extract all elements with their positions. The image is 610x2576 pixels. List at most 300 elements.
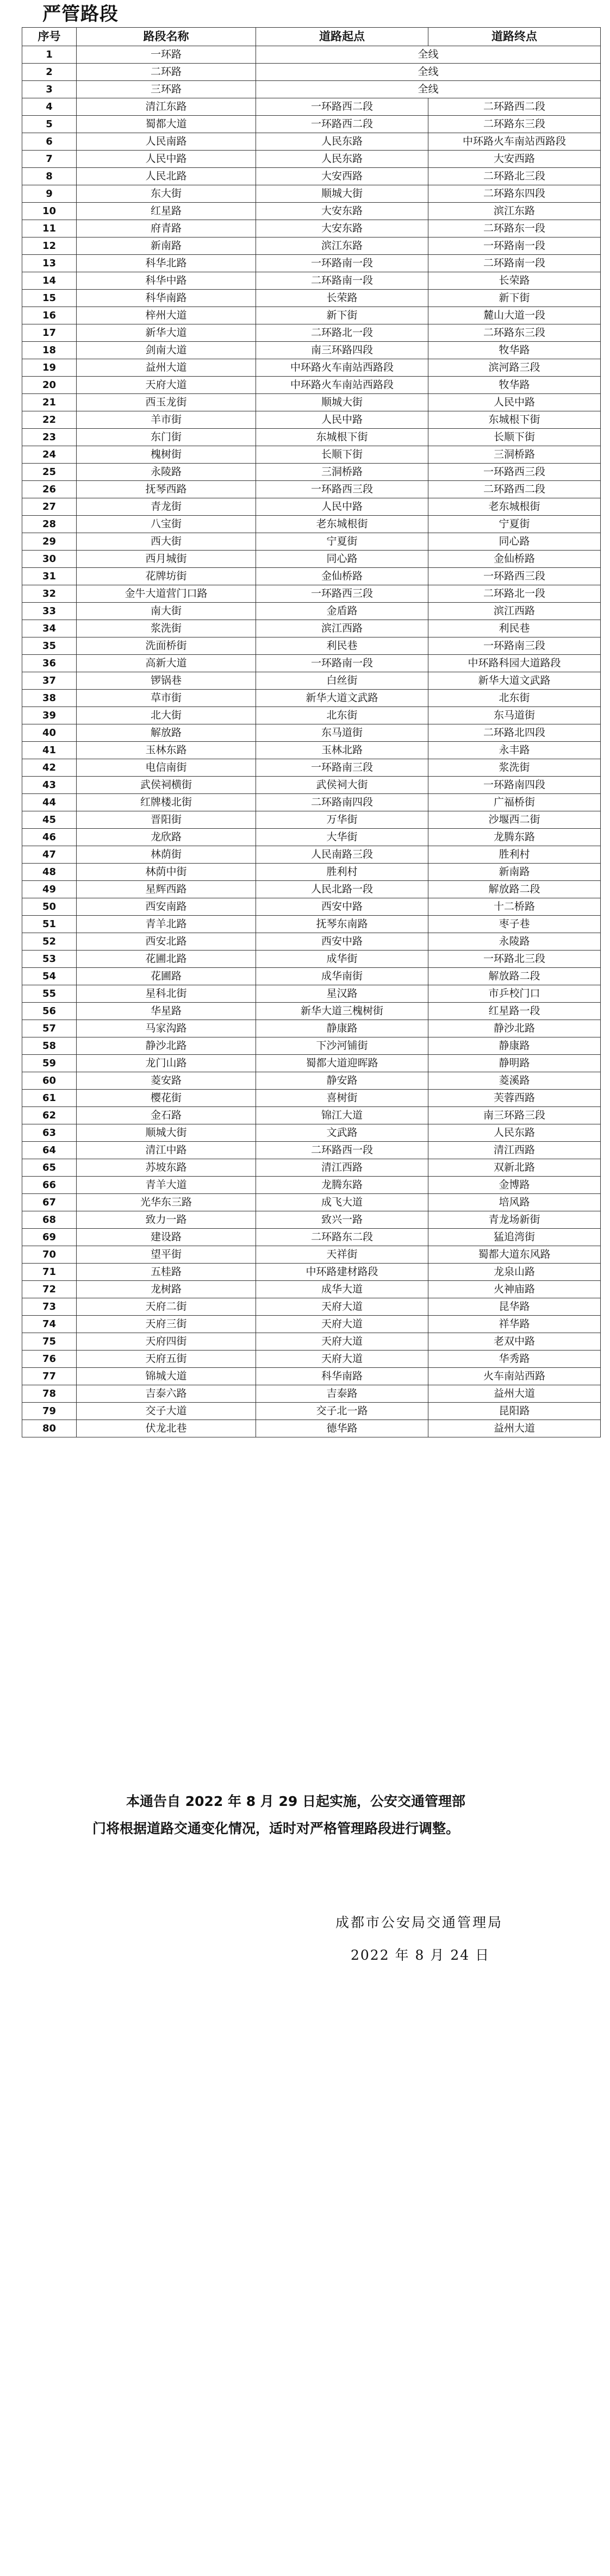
- table-row: [22, 220, 601, 237]
- restricted-roads-table-container: [22, 27, 600, 1437]
- cell-road-name: 人民北路: [77, 168, 256, 185]
- cell-road-name: 清江中路: [77, 1142, 256, 1159]
- cell-road-name: 东门街: [77, 429, 256, 446]
- cell-seq: 51: [22, 916, 77, 933]
- cell-end-point: 北东街: [428, 690, 601, 707]
- cell-end-point: 二环路北一段: [428, 585, 601, 603]
- table-row: [22, 637, 601, 655]
- cell-start-point: 一环路南一段: [256, 255, 428, 272]
- cell-seq: 57: [22, 1020, 77, 1037]
- cell-end-point: 一环路南一段: [428, 237, 601, 255]
- cell-end-point: 二环路西二段: [428, 481, 601, 498]
- cell-end-point: 大安西路: [428, 151, 601, 168]
- cell-road-name: 玉林东路: [77, 742, 256, 759]
- cell-start-point: 天祥街: [256, 1246, 428, 1264]
- cell-start-point: 成华大道: [256, 1281, 428, 1298]
- cell-end-point: 一环路北三段: [428, 951, 601, 968]
- cell-seq: 55: [22, 985, 77, 1003]
- header-seq: 序号: [22, 28, 77, 46]
- cell-seq: 33: [22, 603, 77, 620]
- cell-end-point: 长荣路: [428, 272, 601, 290]
- cell-seq: 61: [22, 1090, 77, 1107]
- cell-road-name: 樱花街: [77, 1090, 256, 1107]
- cell-road-name: 西安南路: [77, 898, 256, 916]
- cell-start-point: 西安中路: [256, 933, 428, 951]
- cell-start-point: 一环路西三段: [256, 585, 428, 603]
- cell-seq: 80: [22, 1420, 77, 1437]
- cell-start-point: 新华大道三槐树街: [256, 1003, 428, 1020]
- cell-seq: 64: [22, 1142, 77, 1159]
- table-row: [22, 951, 601, 968]
- table-row: [22, 1281, 601, 1298]
- table-row: [22, 255, 601, 272]
- cell-start-point: 科华南路: [256, 1368, 428, 1385]
- cell-end-point: 解放路二段: [428, 881, 601, 898]
- cell-road-name: 青龙街: [77, 498, 256, 516]
- cell-end-point: 青龙场新街: [428, 1211, 601, 1229]
- cell-start-point: 大安西路: [256, 168, 428, 185]
- table-row: [22, 568, 601, 585]
- cell-end-point: 十二桥路: [428, 898, 601, 916]
- cell-end-point: 二环路东四段: [428, 185, 601, 203]
- cell-road-name: 锣锅巷: [77, 672, 256, 690]
- table-row: [22, 1124, 601, 1142]
- table-row: [22, 1194, 601, 1211]
- cell-seq: 49: [22, 881, 77, 898]
- cell-start-point: 锦江大道: [256, 1107, 428, 1124]
- cell-start-point: 西安中路: [256, 898, 428, 916]
- cell-start-point: 新华大道文武路: [256, 690, 428, 707]
- cell-road-name: 金石路: [77, 1107, 256, 1124]
- cell-start-point: 新下街: [256, 307, 428, 324]
- cell-start-point: 南三环路四段: [256, 342, 428, 359]
- cell-start-point: 长荣路: [256, 290, 428, 307]
- table-row: [22, 464, 601, 481]
- cell-seq: 38: [22, 690, 77, 707]
- table-row: [22, 342, 601, 359]
- cell-end-point: 二环路北三段: [428, 168, 601, 185]
- table-row: [22, 672, 601, 690]
- cell-road-name: 天府五街: [77, 1350, 256, 1368]
- cell-end-point: 东城根下街: [428, 411, 601, 429]
- cell-full-line: 全线: [256, 64, 601, 81]
- table-row: [22, 1177, 601, 1194]
- cell-seq: 16: [22, 307, 77, 324]
- table-row: [22, 1385, 601, 1403]
- cell-seq: 77: [22, 1368, 77, 1385]
- cell-start-point: 吉泰路: [256, 1385, 428, 1403]
- cell-end-point: 广福桥街: [428, 794, 601, 811]
- cell-end-point: 解放路二段: [428, 968, 601, 985]
- cell-road-name: 建设路: [77, 1229, 256, 1246]
- cell-road-name: 剑南大道: [77, 342, 256, 359]
- cell-road-name: 苏坡东路: [77, 1159, 256, 1177]
- cell-road-name: 人民中路: [77, 151, 256, 168]
- cell-start-point: 顺城大街: [256, 394, 428, 411]
- cell-road-name: 解放路: [77, 724, 256, 742]
- cell-road-name: 洗面桥街: [77, 637, 256, 655]
- table-row: [22, 655, 601, 672]
- cell-road-name: 望平街: [77, 1246, 256, 1264]
- cell-end-point: 永丰路: [428, 742, 601, 759]
- cell-end-point: 蜀都大道东风路: [428, 1246, 601, 1264]
- cell-start-point: 天府大道: [256, 1316, 428, 1333]
- cell-full-line: 全线: [256, 46, 601, 64]
- cell-road-name: 二环路: [77, 64, 256, 81]
- cell-end-point: 一环路南三段: [428, 637, 601, 655]
- cell-road-name: 龙门山路: [77, 1055, 256, 1072]
- cell-start-point: 北东街: [256, 707, 428, 724]
- cell-end-point: 中环路火车南站西路段: [428, 133, 601, 151]
- cell-road-name: 光华东三路: [77, 1194, 256, 1211]
- cell-seq: 47: [22, 846, 77, 864]
- cell-start-point: 中环路建材路段: [256, 1264, 428, 1281]
- table-row: [22, 1055, 601, 1072]
- cell-seq: 56: [22, 1003, 77, 1020]
- table-row: [22, 290, 601, 307]
- cell-start-point: 一环路南一段: [256, 655, 428, 672]
- cell-seq: 14: [22, 272, 77, 290]
- cell-start-point: 宁夏街: [256, 533, 428, 551]
- table-row: [22, 516, 601, 533]
- cell-end-point: 静明路: [428, 1055, 601, 1072]
- cell-start-point: 成华南街: [256, 968, 428, 985]
- table-row: [22, 1003, 601, 1020]
- cell-start-point: 滨江东路: [256, 237, 428, 255]
- table-row: [22, 1298, 601, 1316]
- document-title: 严管路段: [42, 3, 119, 25]
- cell-start-point: 天府大道: [256, 1333, 428, 1350]
- cell-start-point: 中环路火车南站西路段: [256, 359, 428, 377]
- cell-end-point: 培风路: [428, 1194, 601, 1211]
- table-row: [22, 968, 601, 985]
- cell-road-name: 吉泰六路: [77, 1385, 256, 1403]
- cell-seq: 35: [22, 637, 77, 655]
- table-row: [22, 429, 601, 446]
- cell-seq: 71: [22, 1264, 77, 1281]
- cell-road-name: 西大街: [77, 533, 256, 551]
- cell-start-point: 利民巷: [256, 637, 428, 655]
- cell-road-name: 林荫中街: [77, 864, 256, 881]
- cell-end-point: 火车南站西路: [428, 1368, 601, 1385]
- table-row: [22, 64, 601, 81]
- cell-seq: 41: [22, 742, 77, 759]
- cell-end-point: 清江西路: [428, 1142, 601, 1159]
- table-row: [22, 394, 601, 411]
- table-row: [22, 916, 601, 933]
- cell-end-point: 滨江东路: [428, 203, 601, 220]
- cell-end-point: 新南路: [428, 864, 601, 881]
- table-row: [22, 1229, 601, 1246]
- header-end-point: 道路终点: [428, 28, 601, 46]
- cell-road-name: 交子大道: [77, 1403, 256, 1420]
- cell-road-name: 星辉西路: [77, 881, 256, 898]
- cell-start-point: 下沙河铺街: [256, 1037, 428, 1055]
- table-row: [22, 1072, 601, 1090]
- cell-seq: 69: [22, 1229, 77, 1246]
- cell-end-point: 滨河路三段: [428, 359, 601, 377]
- cell-road-name: 西安北路: [77, 933, 256, 951]
- cell-start-point: 万华街: [256, 811, 428, 829]
- cell-road-name: 梓州大道: [77, 307, 256, 324]
- cell-end-point: 同心路: [428, 533, 601, 551]
- table-row: [22, 237, 601, 255]
- cell-road-name: 抚琴西路: [77, 481, 256, 498]
- cell-road-name: 星科北街: [77, 985, 256, 1003]
- cell-road-name: 天府二街: [77, 1298, 256, 1316]
- cell-seq: 72: [22, 1281, 77, 1298]
- table-row: [22, 603, 601, 620]
- cell-end-point: 枣子巷: [428, 916, 601, 933]
- cell-end-point: 南三环路三段: [428, 1107, 601, 1124]
- cell-road-name: 科华南路: [77, 290, 256, 307]
- table-row: [22, 759, 601, 777]
- table-row: [22, 551, 601, 568]
- cell-seq: 58: [22, 1037, 77, 1055]
- cell-end-point: 牧华路: [428, 342, 601, 359]
- cell-seq: 30: [22, 551, 77, 568]
- cell-seq: 62: [22, 1107, 77, 1124]
- cell-seq: 15: [22, 290, 77, 307]
- cell-seq: 66: [22, 1177, 77, 1194]
- cell-seq: 1: [22, 46, 77, 64]
- cell-seq: 78: [22, 1385, 77, 1403]
- cell-end-point: 祥华路: [428, 1316, 601, 1333]
- cell-road-name: 红星路: [77, 203, 256, 220]
- cell-seq: 76: [22, 1350, 77, 1368]
- cell-seq: 39: [22, 707, 77, 724]
- cell-start-point: 二环路南一段: [256, 272, 428, 290]
- cell-end-point: 老东城根街: [428, 498, 601, 516]
- cell-end-point: 二环路南一段: [428, 255, 601, 272]
- table-row: [22, 1350, 601, 1368]
- cell-road-name: 清江东路: [77, 98, 256, 116]
- cell-seq: 37: [22, 672, 77, 690]
- cell-seq: 46: [22, 829, 77, 846]
- table-row: [22, 690, 601, 707]
- cell-road-name: 菱安路: [77, 1072, 256, 1090]
- table-row: [22, 985, 601, 1003]
- notice-text: [92, 1788, 555, 1842]
- cell-seq: 27: [22, 498, 77, 516]
- cell-start-point: 金盾路: [256, 603, 428, 620]
- table-body: [22, 46, 601, 1437]
- cell-start-point: 蜀都大道迎晖路: [256, 1055, 428, 1072]
- cell-road-name: 致力一路: [77, 1211, 256, 1229]
- cell-end-point: 新华大道文武路: [428, 672, 601, 690]
- cell-seq: 50: [22, 898, 77, 916]
- cell-start-point: 龙腾东路: [256, 1177, 428, 1194]
- cell-seq: 10: [22, 203, 77, 220]
- cell-road-name: 龙欣路: [77, 829, 256, 846]
- cell-start-point: 中环路火车南站西路段: [256, 377, 428, 394]
- cell-start-point: 大华街: [256, 829, 428, 846]
- cell-end-point: 益州大道: [428, 1420, 601, 1437]
- cell-start-point: 顺城大街: [256, 185, 428, 203]
- table-row: [22, 81, 601, 98]
- table-row: [22, 133, 601, 151]
- cell-road-name: 西玉龙街: [77, 394, 256, 411]
- cell-seq: 42: [22, 759, 77, 777]
- cell-end-point: 金博路: [428, 1177, 601, 1194]
- cell-start-point: 静安路: [256, 1072, 428, 1090]
- table-row: [22, 168, 601, 185]
- cell-road-name: 林荫街: [77, 846, 256, 864]
- cell-end-point: 老双中路: [428, 1333, 601, 1350]
- table-row: [22, 1090, 601, 1107]
- cell-seq: 43: [22, 777, 77, 794]
- cell-road-name: 花圃路: [77, 968, 256, 985]
- cell-road-name: 浆洗街: [77, 620, 256, 637]
- cell-end-point: 浆洗街: [428, 759, 601, 777]
- cell-seq: 53: [22, 951, 77, 968]
- cell-road-name: 新南路: [77, 237, 256, 255]
- cell-seq: 23: [22, 429, 77, 446]
- cell-seq: 19: [22, 359, 77, 377]
- cell-seq: 67: [22, 1194, 77, 1211]
- cell-start-point: 德华路: [256, 1420, 428, 1437]
- cell-end-point: 东马道街: [428, 707, 601, 724]
- table-row: [22, 864, 601, 881]
- cell-start-point: 二环路东二段: [256, 1229, 428, 1246]
- cell-end-point: 二环路北四段: [428, 724, 601, 742]
- cell-road-name: 静沙北路: [77, 1037, 256, 1055]
- cell-seq: 12: [22, 237, 77, 255]
- cell-end-point: 菱溪路: [428, 1072, 601, 1090]
- table-row: [22, 585, 601, 603]
- cell-seq: 9: [22, 185, 77, 203]
- cell-start-point: 一环路南三段: [256, 759, 428, 777]
- cell-end-point: 麓山大道一段: [428, 307, 601, 324]
- cell-end-point: 金仙桥路: [428, 551, 601, 568]
- cell-start-point: 东马道街: [256, 724, 428, 742]
- cell-road-name: 电信南街: [77, 759, 256, 777]
- table-row: [22, 446, 601, 464]
- cell-seq: 63: [22, 1124, 77, 1142]
- cell-start-point: 二环路北一段: [256, 324, 428, 342]
- cell-start-point: 玉林北路: [256, 742, 428, 759]
- cell-seq: 4: [22, 98, 77, 116]
- cell-seq: 73: [22, 1298, 77, 1316]
- cell-seq: 68: [22, 1211, 77, 1229]
- cell-end-point: 长顺下街: [428, 429, 601, 446]
- cell-end-point: 市乒校门口: [428, 985, 601, 1003]
- cell-seq: 40: [22, 724, 77, 742]
- cell-start-point: 滨江西路: [256, 620, 428, 637]
- cell-end-point: 龙泉山路: [428, 1264, 601, 1281]
- cell-road-name: 东大街: [77, 185, 256, 203]
- cell-road-name: 羊市街: [77, 411, 256, 429]
- table-row: [22, 1107, 601, 1124]
- issue-date: 2022 年 8 月 24 日: [351, 1947, 490, 1963]
- cell-road-name: 天府三街: [77, 1316, 256, 1333]
- table-header: [22, 28, 601, 46]
- cell-seq: 60: [22, 1072, 77, 1090]
- cell-start-point: 人民东路: [256, 133, 428, 151]
- cell-seq: 13: [22, 255, 77, 272]
- cell-end-point: 二环路西二段: [428, 98, 601, 116]
- cell-road-name: 人民南路: [77, 133, 256, 151]
- cell-seq: 11: [22, 220, 77, 237]
- cell-end-point: 人民中路: [428, 394, 601, 411]
- cell-seq: 3: [22, 81, 77, 98]
- header-start-point: 道路起点: [256, 28, 428, 46]
- cell-road-name: 伏龙北巷: [77, 1420, 256, 1437]
- cell-road-name: 府青路: [77, 220, 256, 237]
- cell-end-point: 三洞桥路: [428, 446, 601, 464]
- table-row: [22, 116, 601, 133]
- table-row: [22, 1037, 601, 1055]
- cell-seq: 44: [22, 794, 77, 811]
- cell-start-point: 长顺下街: [256, 446, 428, 464]
- cell-seq: 32: [22, 585, 77, 603]
- table-row: [22, 1020, 601, 1037]
- cell-seq: 74: [22, 1316, 77, 1333]
- cell-seq: 54: [22, 968, 77, 985]
- cell-road-name: 花圃北路: [77, 951, 256, 968]
- table-row: [22, 151, 601, 168]
- cell-start-point: 二环路南四段: [256, 794, 428, 811]
- cell-start-point: 抚琴东南路: [256, 916, 428, 933]
- cell-start-point: 致兴一路: [256, 1211, 428, 1229]
- cell-seq: 5: [22, 116, 77, 133]
- cell-seq: 22: [22, 411, 77, 429]
- cell-end-point: 新下街: [428, 290, 601, 307]
- cell-road-name: 科华中路: [77, 272, 256, 290]
- cell-road-name: 益州大道: [77, 359, 256, 377]
- cell-road-name: 武侯祠横街: [77, 777, 256, 794]
- table-row: [22, 1316, 601, 1333]
- cell-seq: 70: [22, 1246, 77, 1264]
- cell-end-point: 二环路东三段: [428, 116, 601, 133]
- table-row: [22, 933, 601, 951]
- cell-road-name: 马家沟路: [77, 1020, 256, 1037]
- table-row: [22, 777, 601, 794]
- cell-seq: 75: [22, 1333, 77, 1350]
- cell-seq: 8: [22, 168, 77, 185]
- table-row: [22, 846, 601, 864]
- cell-start-point: 交子北一路: [256, 1403, 428, 1420]
- cell-start-point: 老东城根街: [256, 516, 428, 533]
- cell-start-point: 二环路西一段: [256, 1142, 428, 1159]
- table-row: [22, 377, 601, 394]
- table-row: [22, 1420, 601, 1437]
- cell-end-point: 红星路一段: [428, 1003, 601, 1020]
- cell-end-point: 双新北路: [428, 1159, 601, 1177]
- table-row: [22, 481, 601, 498]
- cell-road-name: 科华北路: [77, 255, 256, 272]
- cell-end-point: 芙蓉西路: [428, 1090, 601, 1107]
- table-row: [22, 533, 601, 551]
- cell-seq: 6: [22, 133, 77, 151]
- cell-end-point: 一环路西三段: [428, 568, 601, 585]
- cell-start-point: 武侯祠大街: [256, 777, 428, 794]
- cell-end-point: 二环路东一段: [428, 220, 601, 237]
- cell-start-point: 东城根下街: [256, 429, 428, 446]
- cell-seq: 65: [22, 1159, 77, 1177]
- cell-start-point: 静康路: [256, 1020, 428, 1037]
- cell-road-name: 晋阳街: [77, 811, 256, 829]
- cell-start-point: 清江西路: [256, 1159, 428, 1177]
- cell-start-point: 同心路: [256, 551, 428, 568]
- cell-start-point: 人民南路三段: [256, 846, 428, 864]
- cell-start-point: 一环路西二段: [256, 98, 428, 116]
- cell-start-point: 人民中路: [256, 411, 428, 429]
- table-row: [22, 1333, 601, 1350]
- table-row: [22, 185, 601, 203]
- cell-seq: 24: [22, 446, 77, 464]
- table-row: [22, 307, 601, 324]
